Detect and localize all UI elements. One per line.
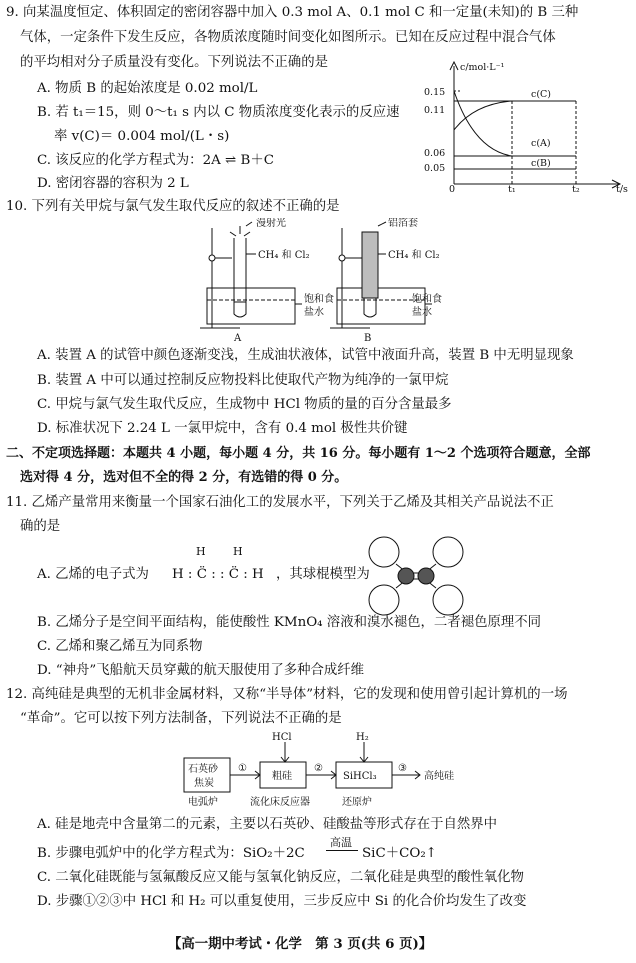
flow-product: 高纯硅 — [424, 771, 454, 782]
c-curve — [454, 101, 512, 130]
graph-xlabel: t/s — [616, 184, 628, 194]
section2-line2: 选对得 4 分，选对但不全的得 2 分，有选错的得 0 分。 — [20, 470, 348, 485]
q11-option-a-prefix: A. 乙烯的电子式为 — [37, 567, 149, 582]
q9-concentration-graph — [416, 58, 634, 194]
q10-option-b: B. 装置 A 中可以通过控制反应物投料比使取代产物为纯净的一氯甲烷 — [37, 373, 449, 388]
section2-line1: 二、不定项选择题：本题共 4 小题，每小题 4 分，共 16 分。每小题有 1～2 个选项符合题意，全部 — [6, 446, 591, 461]
q9-option-b-line1: B. 若 t₁＝15，则 0～t₁ s 内以 C 物质浓度变化表示的反应速 — [37, 105, 400, 120]
flow-raw-line1: 石英砂 — [188, 764, 218, 775]
q11-option-d: D. “神舟”飞船航天员穿戴的航天服使用了多种合成纤维 — [37, 663, 365, 678]
graph-ylabel: c/mol·L⁻¹ — [460, 62, 505, 73]
apparatus-b-label: B — [364, 333, 372, 342]
q12-option-b-condition: 高温 — [330, 836, 352, 849]
q9-option-d: D. 密闭容器的容积为 2 L — [37, 176, 189, 191]
a-water-label-1: 饱和食 — [304, 294, 334, 305]
q10-option-d: D. 标准状况下 2.24 L 一氯甲烷中，含有 0.4 mol 极性共价键 — [37, 421, 408, 436]
label-a: c(A) — [531, 138, 551, 149]
electron-formula: H : C̈ : : C̈ : H — [172, 567, 264, 582]
q12-option-a: A. 硅是地壳中含量第二的元素，主要以石英砂、硅酸盐等形式存在于自然界中 — [37, 817, 498, 832]
apparatus-a-label: A — [234, 333, 242, 342]
q11-option-b: B. 乙烯分子是空间平面结构，能使酸性 KMnO₄ 溶液和溴水褪色，二者褪色原理不同 — [37, 615, 542, 630]
foil-cover-b — [362, 232, 378, 298]
flow-hcl: HCl — [272, 732, 292, 743]
q10-option-c: C. 甲烷与氯气发生取代反应，生成物中 HCl 物质的量的百分含量最多 — [37, 397, 452, 412]
flow-h2: H₂ — [356, 732, 369, 743]
flow-step1: ① — [238, 763, 247, 774]
q12-stem-line2: “革命”。它可以按下列方法制备，下列说法不正确的是 — [20, 711, 342, 726]
q10-stem: 10. 下列有关甲烷与氯气发生取代反应的叙述不正确的是 — [6, 199, 340, 214]
q12-option-c: C. 二氧化硅既能与氢氟酸反应又能与氢氧化钠反应，二氧化硅是典型的酸性氧化物 — [37, 870, 524, 885]
q9-stem-line3: 的平均相对分子质量没有变化。下列说法不正确的是 — [20, 55, 328, 70]
b-cover-label: 铝箔套 — [388, 218, 418, 229]
electron-h-top-1: H — [196, 545, 206, 558]
graph-t2: t₂ — [572, 184, 580, 194]
q9-option-a: A. 物质 B 的起始浓度是 0.02 mol/L — [37, 81, 258, 96]
q11-stem-line2: 确的是 — [20, 519, 61, 534]
ytick-006: 0.06 — [424, 148, 446, 159]
q10-option-a: A. 装置 A 的试管中颜色逐渐变浅，生成油状液体，试管中液面升高，装置 B 中无明显现象 — [37, 348, 574, 363]
flow-label-reduction: 还原炉 — [342, 797, 372, 808]
ytick-005: 0.05 — [424, 163, 446, 174]
q11-stem-line1: 11. 乙烯产量常用来衡量一个国家石油化工的发展水平，下列关于乙烯及其相关产品说法不正 — [6, 495, 554, 510]
a-light-label: 漫射光 — [256, 218, 286, 229]
ethylene-ball-stick-model — [364, 536, 468, 616]
q12-flow-diagram — [180, 730, 500, 810]
label-b: c(B) — [531, 158, 551, 169]
b-water-label-2: 盐水 — [412, 307, 432, 318]
a-water-label-2: 盐水 — [304, 307, 324, 318]
flow-step3: ③ — [398, 763, 407, 774]
b-gas-label: CH₄ 和 Cl₂ — [388, 250, 440, 261]
test-tube-a — [234, 238, 246, 317]
q12-option-b-prefix: B. 步骤电弧炉中的化学方程式为：SiO₂＋2C — [37, 846, 305, 861]
q9-option-b-line2: 率 v(C)＝ 0.004 mol/(L・s) — [54, 129, 230, 144]
q9-stem-line1: 9. 向某温度恒定、体积固定的密闭容器中加入 0.3 mol A、0.1 mol C 和一定量(未知)的 B 三种 — [6, 5, 579, 20]
graph-t1: t₁ — [508, 184, 516, 194]
ytick-011: 0.11 — [424, 105, 446, 116]
flow-raw-line2: 焦炭 — [194, 778, 214, 789]
q12-option-d: D. 步骤①②③中 HCl 和 H₂ 可以重复使用，三步反应中 Si 的化合价均发生了改变 — [37, 894, 527, 909]
b-water-label-1: 饱和食 — [412, 294, 442, 305]
reaction-arrow-line — [326, 850, 358, 851]
q11-option-c: C. 乙烯和聚乙烯互为同系物 — [37, 639, 203, 654]
flow-label-furnace: 电弧炉 — [188, 797, 218, 808]
page-footer: 【高一期中考试・化学 第 3 页(共 6 页)】 — [168, 936, 433, 952]
flow-sihcl3: SiHCl₃ — [343, 771, 377, 782]
q9-stem-line2: 气体，一定条件下发生反应，各物质浓度随时间变化如图所示。已知在反应过程中混合气体 — [20, 30, 556, 45]
flow-label-reactor: 流化床反应器 — [250, 797, 310, 808]
q12-stem-line1: 12. 高纯硅是典型的无机非金属材料，又称“半导体”材料，它的发现和使用曾引起计算机的一场 — [6, 687, 568, 702]
q9-option-c: C. 该反应的化学方程式为：2A ⇌ B＋C — [37, 153, 274, 168]
electron-h-top-2: H — [233, 545, 243, 558]
q12-option-b-suffix: SiC＋CO₂↑ — [362, 846, 437, 861]
beaker-a — [207, 288, 295, 324]
q11-option-a-suffix: ，其球棍模型为 — [276, 567, 370, 582]
ytick-015: 0.15 — [424, 87, 446, 98]
label-c: c(C) — [531, 89, 552, 100]
flow-crude-si: 粗硅 — [272, 771, 292, 782]
flow-step2: ② — [314, 763, 323, 774]
graph-origin: 0 — [449, 184, 456, 194]
q10-apparatus-figure — [190, 218, 450, 342]
a-gas-label: CH₄ 和 Cl₂ — [258, 250, 310, 261]
